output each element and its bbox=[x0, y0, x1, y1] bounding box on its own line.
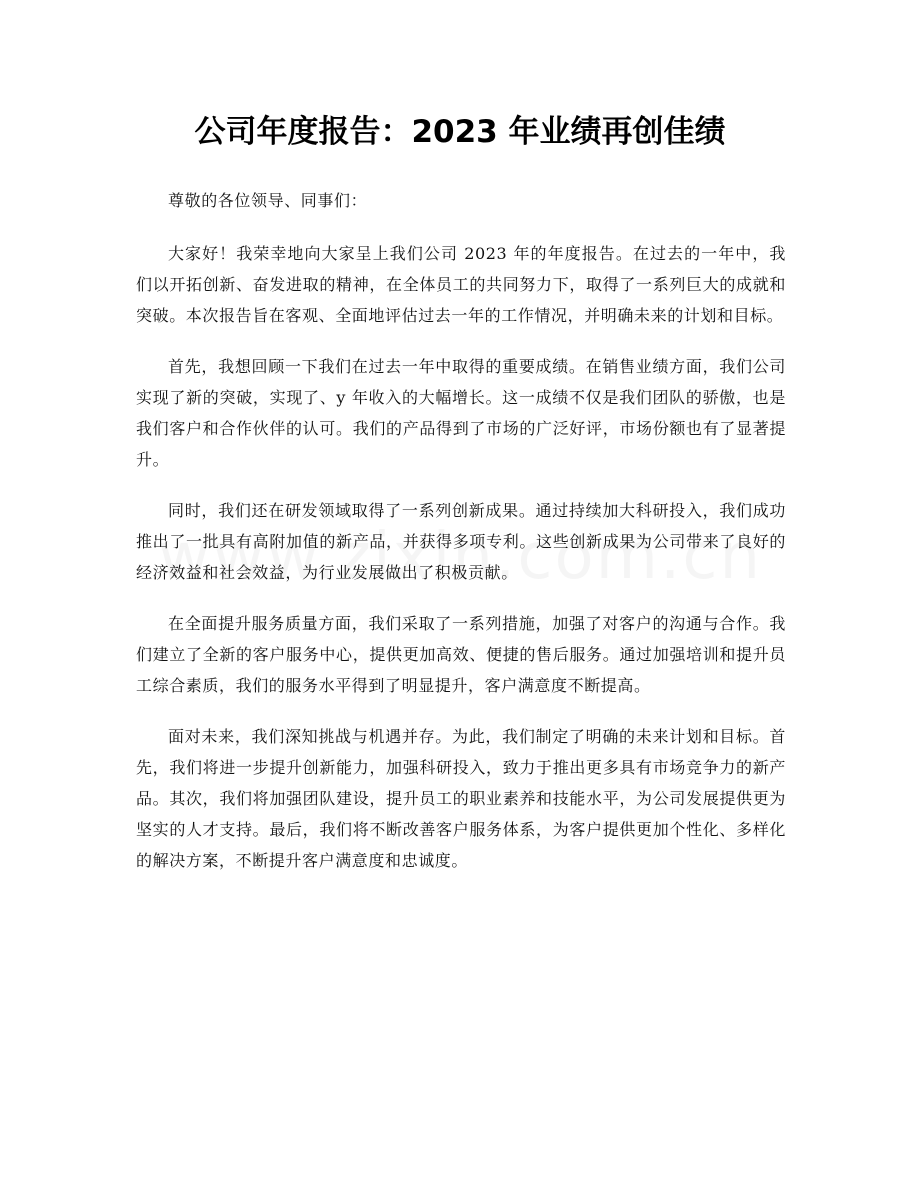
document-body bbox=[136, 185, 786, 896]
document-title: 公司年度报告：2023 年业绩再创佳绩 bbox=[194, 114, 726, 150]
salutation: 尊敬的各位领导、同事们： bbox=[168, 191, 368, 210]
paragraph-research: 同时，我们还在研发领域取得了一系列创新成果。通过持续加大科研投入，我们成功推出了一批具有高附加值的新产品，并获得多项专利。这些创新成果为公司带来了良好的经济效益和社会效益，为行业发展做出了积极贡献。 bbox=[136, 501, 786, 582]
paragraph-future: 面对未来，我们深知挑战与机遇并存。为此，我们制定了明确的未来计划和目标。首先，我们将进一步提升创新能力，加强科研投入，致力于推出更多具有市场竞争力的新产品。其次，我们将加强团队建设，提升员工的职业素养和技能水平，为公司发展提供更为坚实的人才支持。最后，我们将不断改善客户服务体系，为客户提供更加个性化、多样化的解决方案，不断提升客户满意度和忠诚度。 bbox=[136, 727, 786, 870]
paragraph-greeting: 大家好！我荣幸地向大家呈上我们公司 2023 年的年度报告。在过去的一年中，我们以开拓创新、奋发进取的精神，在全体员工的共同努力下，取得了一系列巨大的成就和突破。本次报告旨在客观、全面地评估过去一年的工作情况，并明确未来的计划和目标。 bbox=[136, 244, 786, 325]
paragraph-achievements: 首先，我想回顾一下我们在过去一年中取得的重要成绩。在销售业绩方面，我们公司实现了新的突破，实现了、y 年收入的大幅增长。这一成绩不仅是我们团队的骄傲，也是我们客户和合作伙伴的认可。我们的产品得到了市场的广泛好评，市场份额也有了显著提升。 bbox=[136, 357, 786, 469]
paragraph-service: 在全面提升服务质量方面，我们采取了一系列措施，加强了对客户的沟通与合作。我们建立了全新的客户服务中心，提供更加高效、便捷的售后服务。通过加强培训和提升员工综合素质，我们的服务水平得到了明显提升，客户满意度不断提高。 bbox=[136, 614, 786, 695]
